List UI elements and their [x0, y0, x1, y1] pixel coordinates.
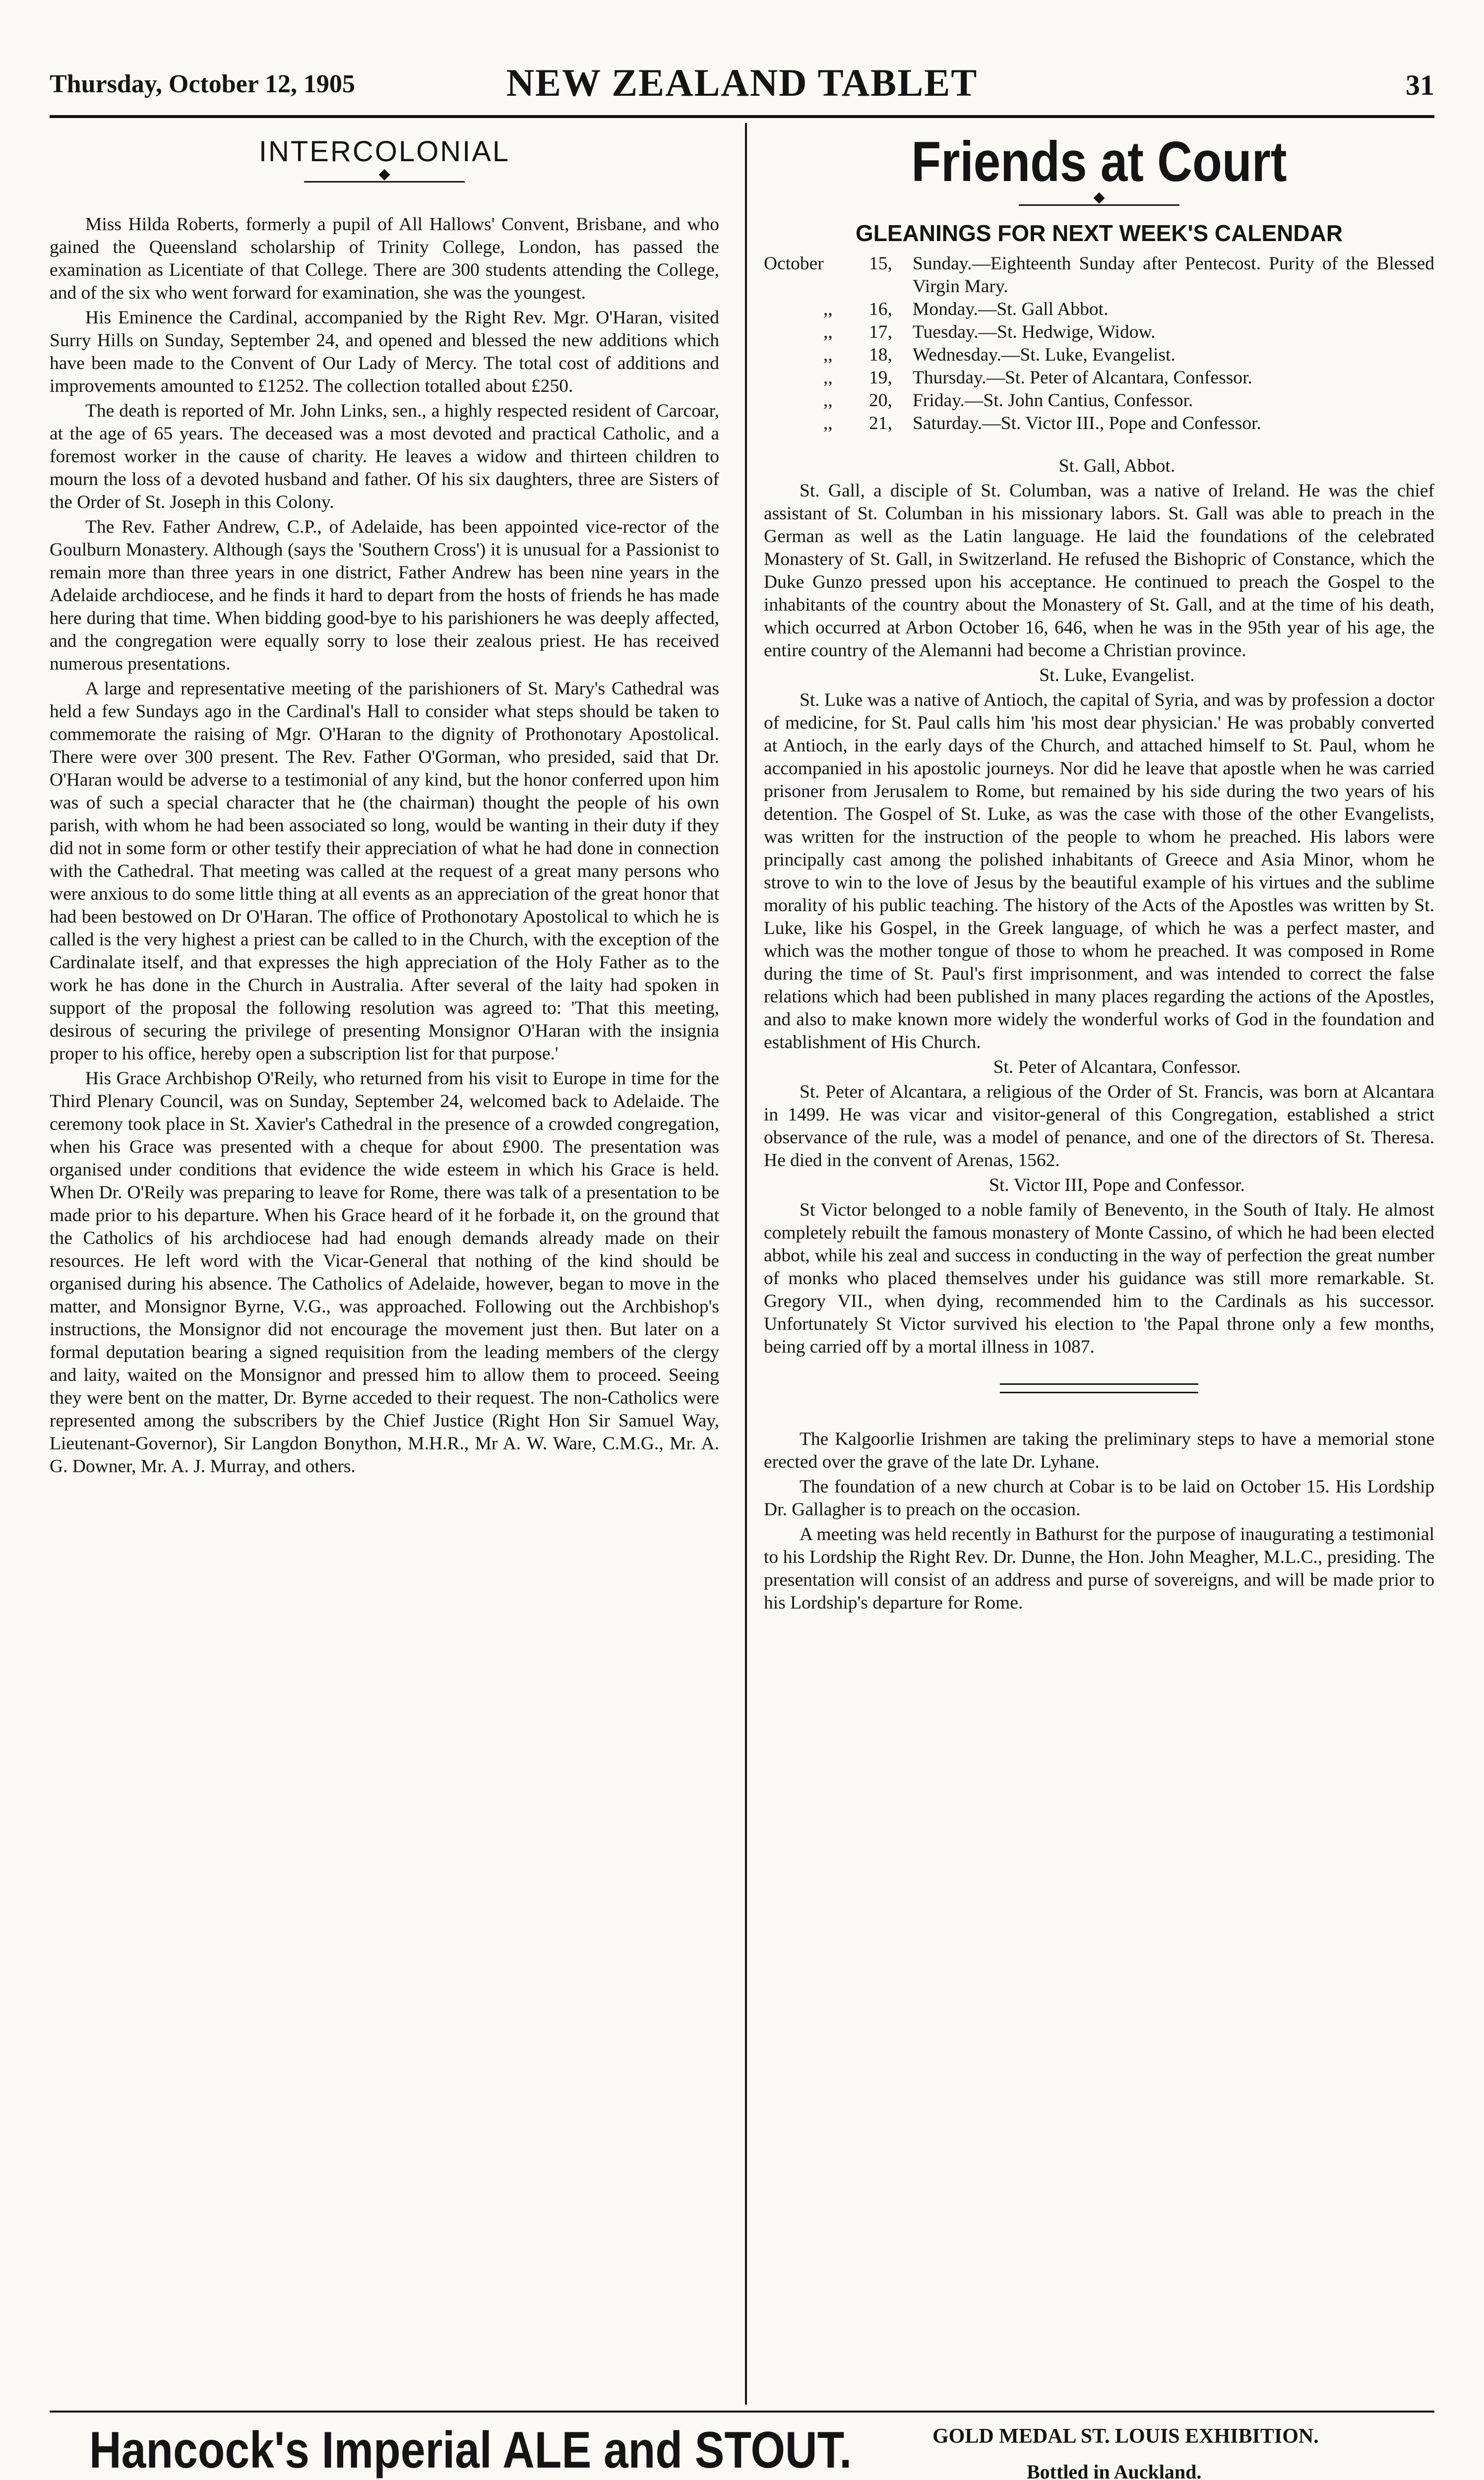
calendar-entry [764, 298, 1434, 321]
intercolonial-title: INTERCOLONIAL [258, 135, 510, 168]
calendar-list [764, 252, 1434, 435]
calendar-day: 19, [869, 368, 892, 388]
calendar-text: Sunday.—Eighteenth Sunday after Pentecost. Purity of the Blessed Virgin Mary. [913, 253, 1434, 297]
calendar-text: Thursday.—St. Peter of Alcantara, Confessor. [913, 368, 1252, 388]
calendar-entry [764, 321, 1434, 344]
page-number: 31 [1406, 69, 1434, 101]
calendar-entry [764, 367, 1434, 389]
calendar-entry [764, 389, 1434, 412]
news-paragraph: A meeting was held recently in Bathurst for the purpose of inaugurating a testimonial to his Lordship the Right Rev. Dr. Dunne, the Hon. John Meagher, M.L.C., presiding. The presentation will consist of an address and purse of sovereigns, and will be made prior to his Lordship's departure for Rome. [764, 1524, 1434, 1613]
calendar-day: 21, [869, 413, 892, 434]
article-paragraph: The death is reported of Mr. John Links, sen., a highly respected resident of Carcoar, at the age of 65 years. The deceased was a most devoted and practical Catholic, and a foremost worker in the cause of charity. He leaves a widow and thirteen children to mourn the loss of a devoted husband and father. Of his six daughters, three are Sisters of the Order of St. Joseph in this Colony. [50, 401, 719, 512]
bottled-line: Bottled in Auckland. [1027, 2461, 1202, 2480]
saint-heading: St. Victor III, Pope and Confessor. [989, 1175, 1245, 1195]
intercolonial-column [50, 130, 719, 1480]
page-header [50, 60, 1434, 114]
calendar-text: Monday.—St. Gall Abbot. [913, 299, 1109, 319]
friends-at-court-title: Friends at Court [911, 130, 1287, 193]
calendar-text: Tuesday.—St. Hedwige, Widow. [913, 322, 1156, 342]
article-paragraph: A large and representative meeting of the parishioners of St. Mary's Cathedral was held a few Sundays ago in the Cardinal's Hall to consider what steps should be taken to commemorate the raising of Mgr. O'Haran to the dignity of Prothonotary Apostolical. There were over 300 present. The Rev. Father O'Gorman, who presided, said that Dr. O'Haran would be adverse to a testimonial of any kind, but the honor conferred upon him was of such a special character that he (the chairman) thought the people of his own parish, with whom he had been associated so long, would be wanting in their duty if they did not in some form or other testify their appreciation of what he had done in connection with the Cathedral. That meeting was called at the request of a great many persons who were anxious to do some little thing at all events as an appreciation of the great honor that had been bestowed on Dr O'Haran. The office of Prothonotary Apostolical to which he is called is the very highest a priest can be called to in the Church, with the exception of the Cardinalate itself, and that expresses the high appreciation of the Holy Father as to the work he has done in the Church in Australia. After several of the laity had spoken in support of the proposal the following resolution was agreed to: 'That this meeting, desirous of securing the privilege of presenting Monsignor O'Haran with the insignia proper to his office, hereby open a subscription list for that purpose.' [50, 679, 719, 1064]
saint-paragraph: St. Peter of Alcantara, a religious of the Order of St. Francis, was born at Alcantara in 1499. He was vicar and visitor-general of this Congregation, established a strict observance of the rule, was a model of penance, and one of the directors of St. Theresa. He died in the convent of Arenas, 1562. [764, 1082, 1434, 1171]
column-divider [745, 123, 747, 2405]
ornament-divider: ◆ [764, 194, 1434, 212]
ornament-divider: ◆ [50, 171, 719, 188]
header-rule [50, 115, 1434, 118]
calendar-month: ,, [823, 413, 833, 434]
article-paragraph: His Grace Archbishop O'Reily, who returned from his visit to Europe in time for the Third Plenary Council, was on Sunday, September 24, welcomed back to Adelaide. The ceremony took place in St. Xavier's Cathedral in the presence of a crowded congregation, when his Grace was presented with a cheque for about £900. The presentation was organised under conditions that evidence the wide esteem in which his Grace is held. When Dr. O'Reily was preparing to leave for Rome, there was talk of a presentation to be made prior to his departure. When his Grace heard of it he forbade it, on the ground that the Catholics of his archdiocese had had enough demands already made on their resources. He left word with the Vicar-General that nothing of the kind should be organised during his absence. The Catholics of Adelaide, however, began to move in the matter, and Monsignor Byrne, V.G., was approached. Following out the Archbishop's instructions, the Monsignor did not encourage the movement just then. But later on a formal deputation bearing a signed requisition from the leading members of the clergy and laity, waited on the Monsignor and pressed him to allow them to proceed. Seeing they were bent on the matter, Dr. Byrne acceded to their request. The non-Catholics were represented among the subscribers by the Chief Justice (Right Hon Sir Samuel Way, Lieutenant-Governor), Sir Langdon Bonython, M.H.R., Mr A. W. Ware, C.M.G., Mr. A. G. Downer, Mr. A. J. Murray, and others. [50, 1068, 719, 1477]
saint-heading: St. Gall, Abbot. [1058, 456, 1175, 476]
calendar-month: ,, [823, 299, 833, 319]
news-paragraph: The foundation of a new church at Cobar is to be laid on October 15. His Lordship Dr. Gallagher is to preach on the occasion. [764, 1477, 1434, 1520]
calendar-month: October [764, 253, 824, 274]
calendar-day: 17, [869, 322, 892, 342]
article-paragraph: The Rev. Father Andrew, C.P., of Adelaide, has been appointed vice-rector of the Goulburn Monastery. Although (says the 'Southern Cross') it is unusual for a Passionist to remain more than three years in one district, Father Andrew has been nine years in the Adelaide archdiocese, and he finds it hard to depart from the hosts of friends he has made here during that time. When bidding good-bye to his parishioners he was deeply affected, and the congregation were equally sorry to lose their zealous priest. He has received numerous presentations. [50, 517, 719, 674]
calendar-text: Friday.—St. John Cantius, Confessor. [913, 390, 1193, 411]
saint-heading: St. Peter of Alcantara, Confessor. [993, 1057, 1241, 1077]
calendar-day: 16, [869, 299, 892, 319]
exhibition-line: GOLD MEDAL ST. LOUIS EXHIBITION. [932, 2425, 1319, 2448]
friends-column [764, 130, 1434, 1616]
calendar-month: ,, [823, 390, 833, 411]
calendar-text: Saturday.—St. Victor III., Pope and Confessor. [913, 413, 1261, 434]
article-paragraph: Miss Hilda Roberts, formerly a pupil of All Hallows' Convent, Brisbane, and who gained the Queensland scholarship of Trinity College, London, has passed the examination as Licentiate of that College. There are 300 students attending the College, and of the six who went forward for examination, she was the youngest. [50, 214, 719, 303]
issue-date: Thursday, October 12, 1905 [50, 70, 355, 98]
calendar-month: ,, [823, 368, 833, 388]
calendar-entry [764, 412, 1434, 435]
masthead-title: NEW ZEALAND TABLET [506, 61, 978, 104]
calendar-day: 20, [869, 390, 892, 411]
calendar-month: ,, [823, 345, 833, 365]
calendar-day: 18, [869, 345, 892, 365]
footer-rule [50, 2411, 1434, 2413]
calendar-title: GLEANINGS FOR NEXT WEEK'S CALENDAR [855, 220, 1343, 246]
saint-paragraph: St. Luke was a native of Antioch, the capital of Syria, and was by profession a doctor of medicine, for St. Paul calls him 'his most dear physician.' He was probably converted at Antioch, in the early days of the Church, and attached himself to St. Paul, whom he accompanied in his apostolic journeys. Nor did he leave that apostle when he was carried prisoner from Jerusalem to Rome, but remained by his side during the two years of his detention. The Gospel of St. Luke, as was the case with those of the other Evangelists, was written for the instruction of the people to whom he preached. His labors were principally cast among the polished inhabitants of Greece and Asia Minor, whom he strove to win to the love of Jesus by the beautiful example of his virtues and the sublime morality of his public teaching. The history of the Acts of the Apostles was written by St. Luke, like his Gospel, in the Greek language, of which he was a perfect master, and which was the mother tongue of those to whom he preached. It was composed in Rome during the time of St. Paul's first imprisonment, and was intended to correct the false relations which had been published in many places regarding the actions of the Apostles, and also to make known more widely the wonderful works of God in the foundation and establishment of His Church. [764, 690, 1434, 1053]
news-paragraph: The Kalgoorlie Irishmen are taking the preliminary steps to have a memorial stone erected over the grave of the late Dr. Lyhane. [764, 1429, 1434, 1472]
saint-paragraph: St. Gall, a disciple of St. Columban, was a native of Ireland. He was the chief assistant of St. Columban in his missionary labors. St. Gall was able to preach in the German as well as the Latin language. He laid the foundations of the celebrated Monastery of St. Gall, in Switzerland. He refused the Bishopric of Constance, which the Duke Gunzo pressed upon his acceptance. He continued to preach the Gospel to the inhabitants of the country about the Monastery of St. Gall, and at the time of his death, which occurred at Arbon October 16, 646, when he was in the 95th year of his age, the entire country of the Alemanni had become a Christian province. [764, 481, 1434, 661]
calendar-text: Wednesday.—St. Luke, Evangelist. [913, 345, 1175, 365]
saint-heading: St. Luke, Evangelist. [1039, 665, 1195, 685]
saint-paragraph: St Victor belonged to a noble family of Benevento, in the South of Italy. He almost completely rebuilt the famous monastery of Monte Cassino, of which he had been elected abbot, while his zeal and success in conducting in the way of perfection the great number of monks who placed themselves under his guidance was still more remarkable. St. Gregory VII., when dying, recommended him to the Cardinals as his successor. Unfortunately St Victor survived his election to 'the Papal throne only a few months, being carried off by a mortal illness in 1087. [764, 1200, 1434, 1357]
calendar-month: ,, [823, 322, 833, 342]
calendar-day: 15, [869, 253, 892, 274]
calendar-entry [764, 252, 1434, 298]
calendar-entry [764, 344, 1434, 367]
section-separator [1000, 1383, 1198, 1393]
article-paragraph: His Eminence the Cardinal, accompanied by the Right Rev. Mgr. O'Haran, visited Surry Hills on Sunday, September 24, and opened and blessed the new additions which have been made to the Convent of Our Lady of Mercy. The total cost of additions and improvements amounted to £1252. The collection totalled about £250. [50, 308, 719, 396]
ale-advertisement: Hancock's Imperial ALE and STOUT. [89, 2420, 852, 2480]
